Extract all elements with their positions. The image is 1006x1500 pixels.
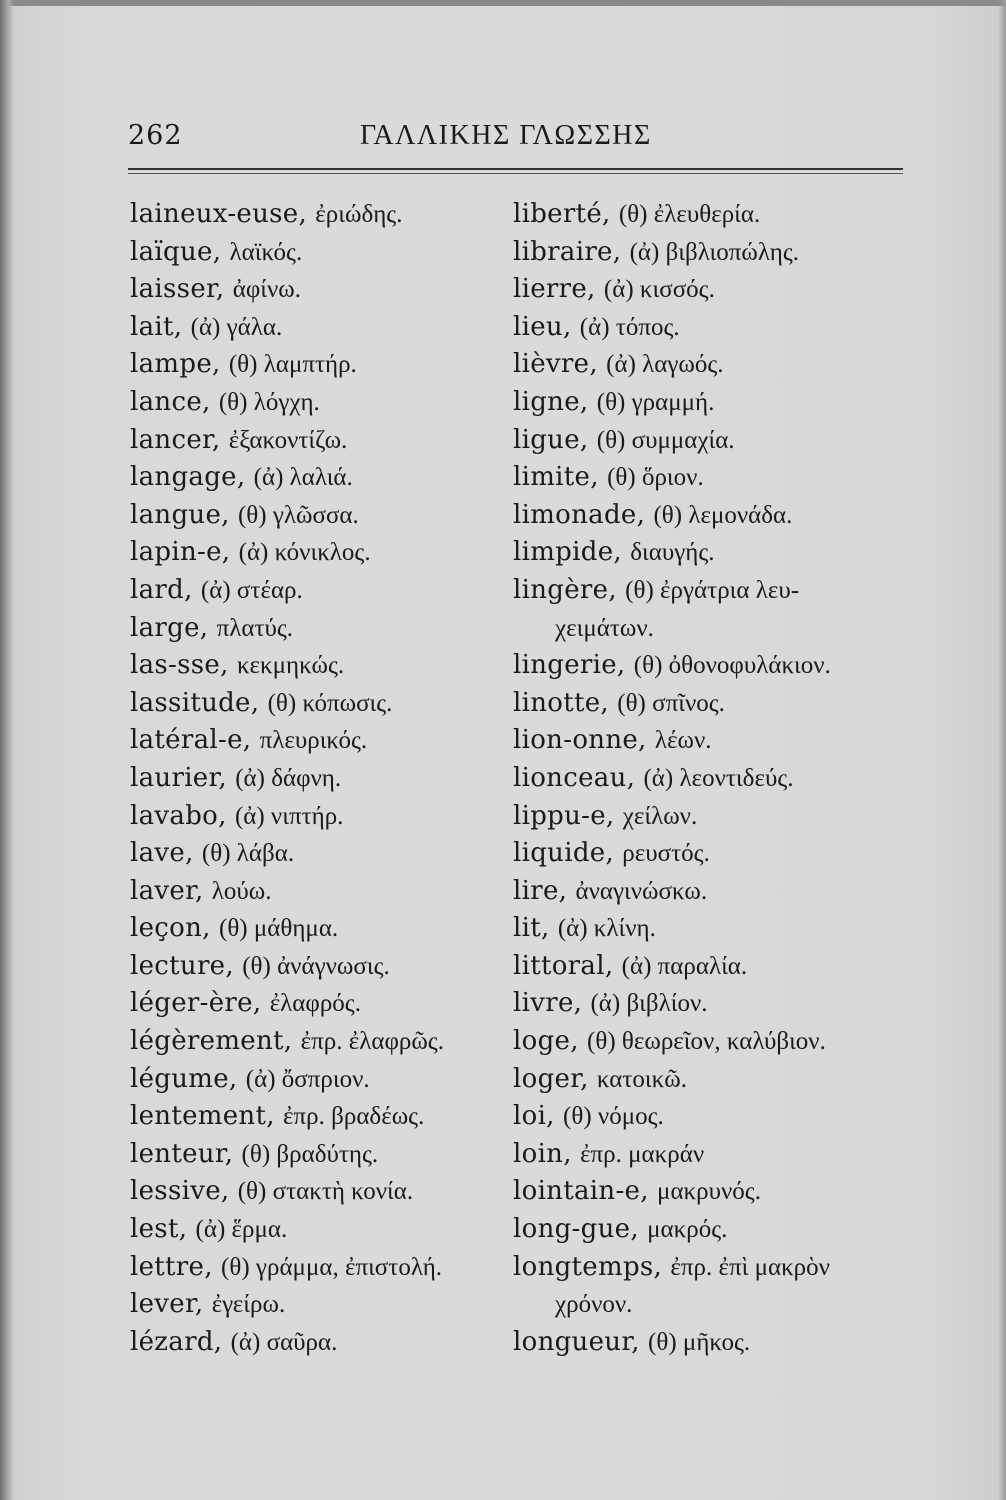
- entry-headword: lavabo,: [130, 800, 227, 831]
- dictionary-entry: [513, 346, 908, 384]
- entry-headword: loin,: [513, 1138, 572, 1169]
- dictionary-entry: [130, 1136, 495, 1174]
- entry-gloss: (ἀ) κισσός.: [603, 276, 715, 304]
- entry-headword: laineux-euse,: [130, 199, 308, 229]
- dictionary-entry: [513, 647, 908, 685]
- entry-headword: lait,: [130, 311, 183, 342]
- dictionary-entry: [130, 1061, 495, 1099]
- entry-gloss: (ἀ) βιβλίον.: [590, 990, 708, 1018]
- dictionary-entry: [130, 647, 495, 685]
- entry-gloss: κεκμηκώς.: [236, 652, 345, 680]
- entry-headword: langue,: [130, 499, 230, 530]
- entry-headword: légèrement,: [130, 1026, 293, 1057]
- entry-gloss: (θ) ἐργάτρια λευ-: [625, 576, 800, 604]
- dictionary-entry: [130, 1286, 495, 1324]
- entry-headword: las-sse,: [130, 650, 229, 681]
- entry-headword: limonade,: [513, 499, 646, 530]
- entry-gloss: (ἀ) λαγωός.: [606, 351, 724, 379]
- entry-gloss: (θ) γράμμα, ἐπιστολή.: [221, 1253, 443, 1281]
- entry-headword: lassitude,: [130, 687, 260, 718]
- entry-gloss: (θ) στακτὴ κονία.: [237, 1178, 414, 1206]
- page-number: 262: [128, 120, 183, 151]
- entry-gloss: (ἀ) παραλία.: [621, 952, 748, 980]
- entry-headword: longueur,: [513, 1326, 640, 1357]
- entry-headword: large,: [130, 612, 209, 643]
- entry-headword: linotte,: [513, 687, 609, 718]
- entry-headword: leçon,: [130, 913, 211, 944]
- entry-gloss: (θ) λεμονάδα.: [653, 501, 793, 529]
- dictionary-entry: [130, 948, 495, 986]
- entry-headword: latéral-e,: [130, 725, 252, 756]
- entry-gloss: (θ) ὀθονοφυλάκιον.: [633, 652, 831, 680]
- entry-gloss: ἀφίνω.: [232, 276, 301, 304]
- entry-gloss: πλατύς.: [216, 614, 294, 642]
- dictionary-entry: [513, 1098, 908, 1136]
- entry-headword: légume,: [130, 1063, 238, 1094]
- dictionary-entry: [513, 572, 908, 610]
- dictionary-entry: [513, 497, 908, 535]
- dictionary-entry: [513, 1061, 908, 1099]
- header-rule: [128, 168, 903, 170]
- dictionary-entry: [513, 835, 908, 873]
- entry-gloss: (ἀ) κλίνη.: [557, 915, 656, 943]
- dictionary-entry: [130, 1211, 495, 1249]
- entry-gloss: (ἀ) δάφνη.: [235, 764, 342, 792]
- entry-headword: libraire,: [513, 236, 622, 267]
- entry-gloss: (ἀ) σαῦρα.: [230, 1328, 338, 1356]
- entry-gloss: ἐπρ. ἐλαφρῶς.: [300, 1028, 444, 1056]
- dictionary-entry: [130, 1098, 495, 1136]
- entry-gloss: πλευρικός.: [259, 727, 368, 755]
- entry-headword: lieu,: [513, 311, 572, 342]
- dictionary-entry: [130, 196, 495, 234]
- entry-gloss: (θ) βραδύτης.: [241, 1140, 379, 1168]
- running-head-title: ΓΑΛΛΙΚΗΣ ΓΛΩΣΣΗΣ: [360, 120, 652, 151]
- entry-gloss: ἐγείρω.: [211, 1291, 286, 1319]
- dictionary-entry: [513, 610, 908, 648]
- entry-headword: laurier,: [130, 762, 227, 793]
- entry-headword: liquide,: [513, 838, 615, 869]
- scan-binding-edge: [0, 0, 14, 1500]
- entry-headword: lave,: [130, 838, 194, 869]
- dictionary-entry: [130, 459, 495, 497]
- header-rule-thin: [128, 173, 903, 174]
- entry-gloss: (θ) λόγχη.: [218, 388, 320, 416]
- dictionary-entry: [513, 1249, 908, 1287]
- dictionary-entry: [130, 610, 495, 648]
- entry-headword: liberté,: [513, 199, 611, 229]
- entry-gloss: χρόνον.: [555, 1291, 633, 1319]
- entry-headword: lingère,: [513, 574, 617, 605]
- dictionary-entry: [513, 459, 908, 497]
- dictionary-entry: [130, 873, 495, 911]
- entry-gloss: (θ) γραμμή.: [596, 388, 715, 416]
- dictionary-entry: [130, 722, 495, 760]
- dictionary-entry: [513, 685, 908, 723]
- entry-headword: laïque,: [130, 236, 222, 267]
- entry-headword: lionceau,: [513, 762, 636, 793]
- entry-headword: lentement,: [130, 1101, 275, 1132]
- entry-headword: lingerie,: [513, 650, 626, 681]
- entry-gloss: μακρός.: [647, 1216, 728, 1244]
- entry-gloss: (ἀ) κόνικλος.: [238, 539, 371, 567]
- dictionary-entry: [130, 309, 495, 347]
- entry-headword: lointain-e,: [513, 1176, 649, 1207]
- entry-headword: loger,: [513, 1063, 589, 1094]
- entry-headword: lézard,: [130, 1326, 223, 1357]
- dictionary-entry: [130, 497, 495, 535]
- entry-gloss: (θ) ἐλευθερία.: [618, 201, 761, 228]
- entry-gloss: (θ) λάβα.: [201, 840, 295, 868]
- entry-gloss: (ἀ) στέαρ.: [200, 576, 303, 604]
- dictionary-entry: [130, 271, 495, 309]
- entry-headword: laver,: [130, 875, 204, 906]
- entry-gloss: (θ) κόπωσις.: [267, 689, 393, 717]
- entry-headword: loge,: [513, 1026, 579, 1057]
- entry-gloss: (ἀ) νιπτήρ.: [234, 802, 344, 830]
- dictionary-entry: [513, 271, 908, 309]
- dictionary-entry: [513, 196, 908, 234]
- entry-headword: limite,: [513, 462, 599, 493]
- entry-gloss: (ἀ) ὄσπριον.: [245, 1065, 370, 1093]
- entry-gloss: χείλων.: [622, 802, 698, 830]
- entry-headword: ligne,: [513, 386, 589, 417]
- entry-headword: longtemps,: [513, 1251, 663, 1282]
- dictionary-entry: [130, 685, 495, 723]
- dictionary-entry: [130, 798, 495, 836]
- entry-gloss: ρευστός.: [622, 840, 710, 868]
- entry-gloss: (ἀ) βιβλιοπώλης.: [629, 238, 799, 266]
- entry-gloss: λέων.: [654, 727, 712, 755]
- entry-headword: lard,: [130, 574, 193, 605]
- entry-gloss: ἐριώδης.: [315, 201, 403, 228]
- entry-headword: lippu-e,: [513, 800, 615, 831]
- entry-headword: loi,: [513, 1101, 555, 1132]
- entry-gloss: (ἀ) λαλιά.: [253, 464, 353, 492]
- dictionary-entry: [513, 384, 908, 422]
- left-column: [130, 196, 495, 1361]
- entry-headword: léger-ère,: [130, 988, 262, 1019]
- entry-gloss: λαϊκός.: [229, 238, 303, 266]
- entry-gloss: ἐλαφρός.: [269, 990, 361, 1018]
- dictionary-entry: [130, 985, 495, 1023]
- entry-headword: lancer,: [130, 424, 221, 455]
- entry-headword: livre,: [513, 988, 583, 1019]
- entry-headword: ligue,: [513, 424, 589, 455]
- entry-headword: lièvre,: [513, 349, 598, 380]
- dictionary-entry: [513, 234, 908, 272]
- entry-gloss: (ἀ) ἕρμα.: [195, 1216, 288, 1244]
- dictionary-entry: [130, 1249, 495, 1287]
- dictionary-entry: [130, 835, 495, 873]
- entry-gloss: (θ) ἀνάγνωσις.: [242, 952, 390, 980]
- entry-gloss: (θ) μῆκος.: [648, 1328, 751, 1356]
- dictionary-entry: [513, 873, 908, 911]
- dictionary-entry: [513, 722, 908, 760]
- entry-headword: littoral,: [513, 950, 614, 981]
- entry-gloss: (θ) ὅριον.: [607, 464, 704, 492]
- entry-headword: lever,: [130, 1289, 204, 1320]
- dictionary-entry: [130, 384, 495, 422]
- entry-gloss: διαυγής.: [630, 539, 715, 567]
- dictionary-entry: [513, 1324, 908, 1362]
- dictionary-entry: [130, 760, 495, 798]
- entry-headword: lenteur,: [130, 1138, 234, 1169]
- entry-gloss: (θ) νόμος.: [563, 1103, 664, 1131]
- entry-gloss: (ἀ) γάλα.: [190, 313, 283, 341]
- entry-gloss: (θ) σπῖνος.: [617, 689, 725, 717]
- dictionary-entry: [513, 1136, 908, 1174]
- dictionary-entry: [513, 798, 908, 836]
- entry-gloss: ἐπρ. μακράν: [580, 1140, 705, 1168]
- dictionary-entry: [513, 1023, 908, 1061]
- entry-gloss: (θ) μάθημα.: [219, 915, 339, 943]
- entry-gloss: χειμάτων.: [555, 614, 654, 642]
- dictionary-entry: [513, 422, 908, 460]
- dictionary-entry: [130, 534, 495, 572]
- scan-top-edge: [0, 0, 1006, 6]
- dictionary-entry: [130, 1324, 495, 1362]
- entry-gloss: ἐπρ. ἐπὶ μακρὸν: [670, 1253, 830, 1281]
- entry-headword: lest,: [130, 1214, 188, 1245]
- entry-headword: langage,: [130, 462, 246, 493]
- dictionary-entry: [513, 910, 908, 948]
- entry-headword: lapin-e,: [130, 537, 231, 568]
- entry-gloss: (θ) συμμαχία.: [596, 426, 735, 454]
- entry-headword: lion-onne,: [513, 725, 647, 756]
- right-column: [513, 196, 908, 1361]
- dictionary-entry: [130, 422, 495, 460]
- entry-gloss: (θ) λαμπτήρ.: [228, 351, 357, 379]
- entry-headword: lessive,: [130, 1176, 230, 1207]
- entry-headword: laisser,: [130, 274, 225, 305]
- dictionary-entry: [513, 1286, 908, 1324]
- dictionary-entry: [130, 572, 495, 610]
- entry-gloss: ἀναγινώσκω.: [575, 877, 708, 905]
- dictionary-entry: [130, 1023, 495, 1061]
- entry-headword: lampe,: [130, 349, 221, 380]
- dictionary-entry: [130, 346, 495, 384]
- scan-right-edge: [998, 0, 1006, 1500]
- dictionary-entry: [513, 1173, 908, 1211]
- entry-gloss: μακρυνός.: [657, 1178, 761, 1206]
- dictionary-entry: [513, 760, 908, 798]
- entry-gloss: (ἀ) λεοντιδεύς.: [643, 764, 794, 792]
- entry-gloss: κατοικῶ.: [596, 1065, 687, 1093]
- entry-headword: limpide,: [513, 537, 622, 568]
- dictionary-entry: [130, 910, 495, 948]
- entry-headword: lettre,: [130, 1251, 213, 1282]
- entry-gloss: (ἀ) τόπος.: [579, 313, 680, 341]
- entry-headword: lance,: [130, 386, 211, 417]
- dictionary-entry: [513, 948, 908, 986]
- entry-gloss: (θ) γλῶσσα.: [237, 501, 359, 529]
- entry-headword: lierre,: [513, 274, 596, 305]
- entry-gloss: (θ) θεωρεῖον, καλύβιον.: [587, 1028, 826, 1056]
- entry-headword: lire,: [513, 875, 568, 906]
- entry-headword: lecture,: [130, 950, 234, 981]
- entry-headword: long-gue,: [513, 1214, 639, 1245]
- entry-gloss: ἐξακοντίζω.: [228, 426, 348, 454]
- entry-headword: lit,: [513, 913, 550, 944]
- entry-gloss: ἐπρ. βραδέως.: [283, 1103, 425, 1131]
- dictionary-entry: [130, 234, 495, 272]
- dictionary-entry: [130, 1173, 495, 1211]
- dictionary-entry: [513, 1211, 908, 1249]
- dictionary-entry: [513, 534, 908, 572]
- dictionary-entry: [513, 985, 908, 1023]
- entry-gloss: λούω.: [211, 877, 272, 905]
- dictionary-entry: [513, 309, 908, 347]
